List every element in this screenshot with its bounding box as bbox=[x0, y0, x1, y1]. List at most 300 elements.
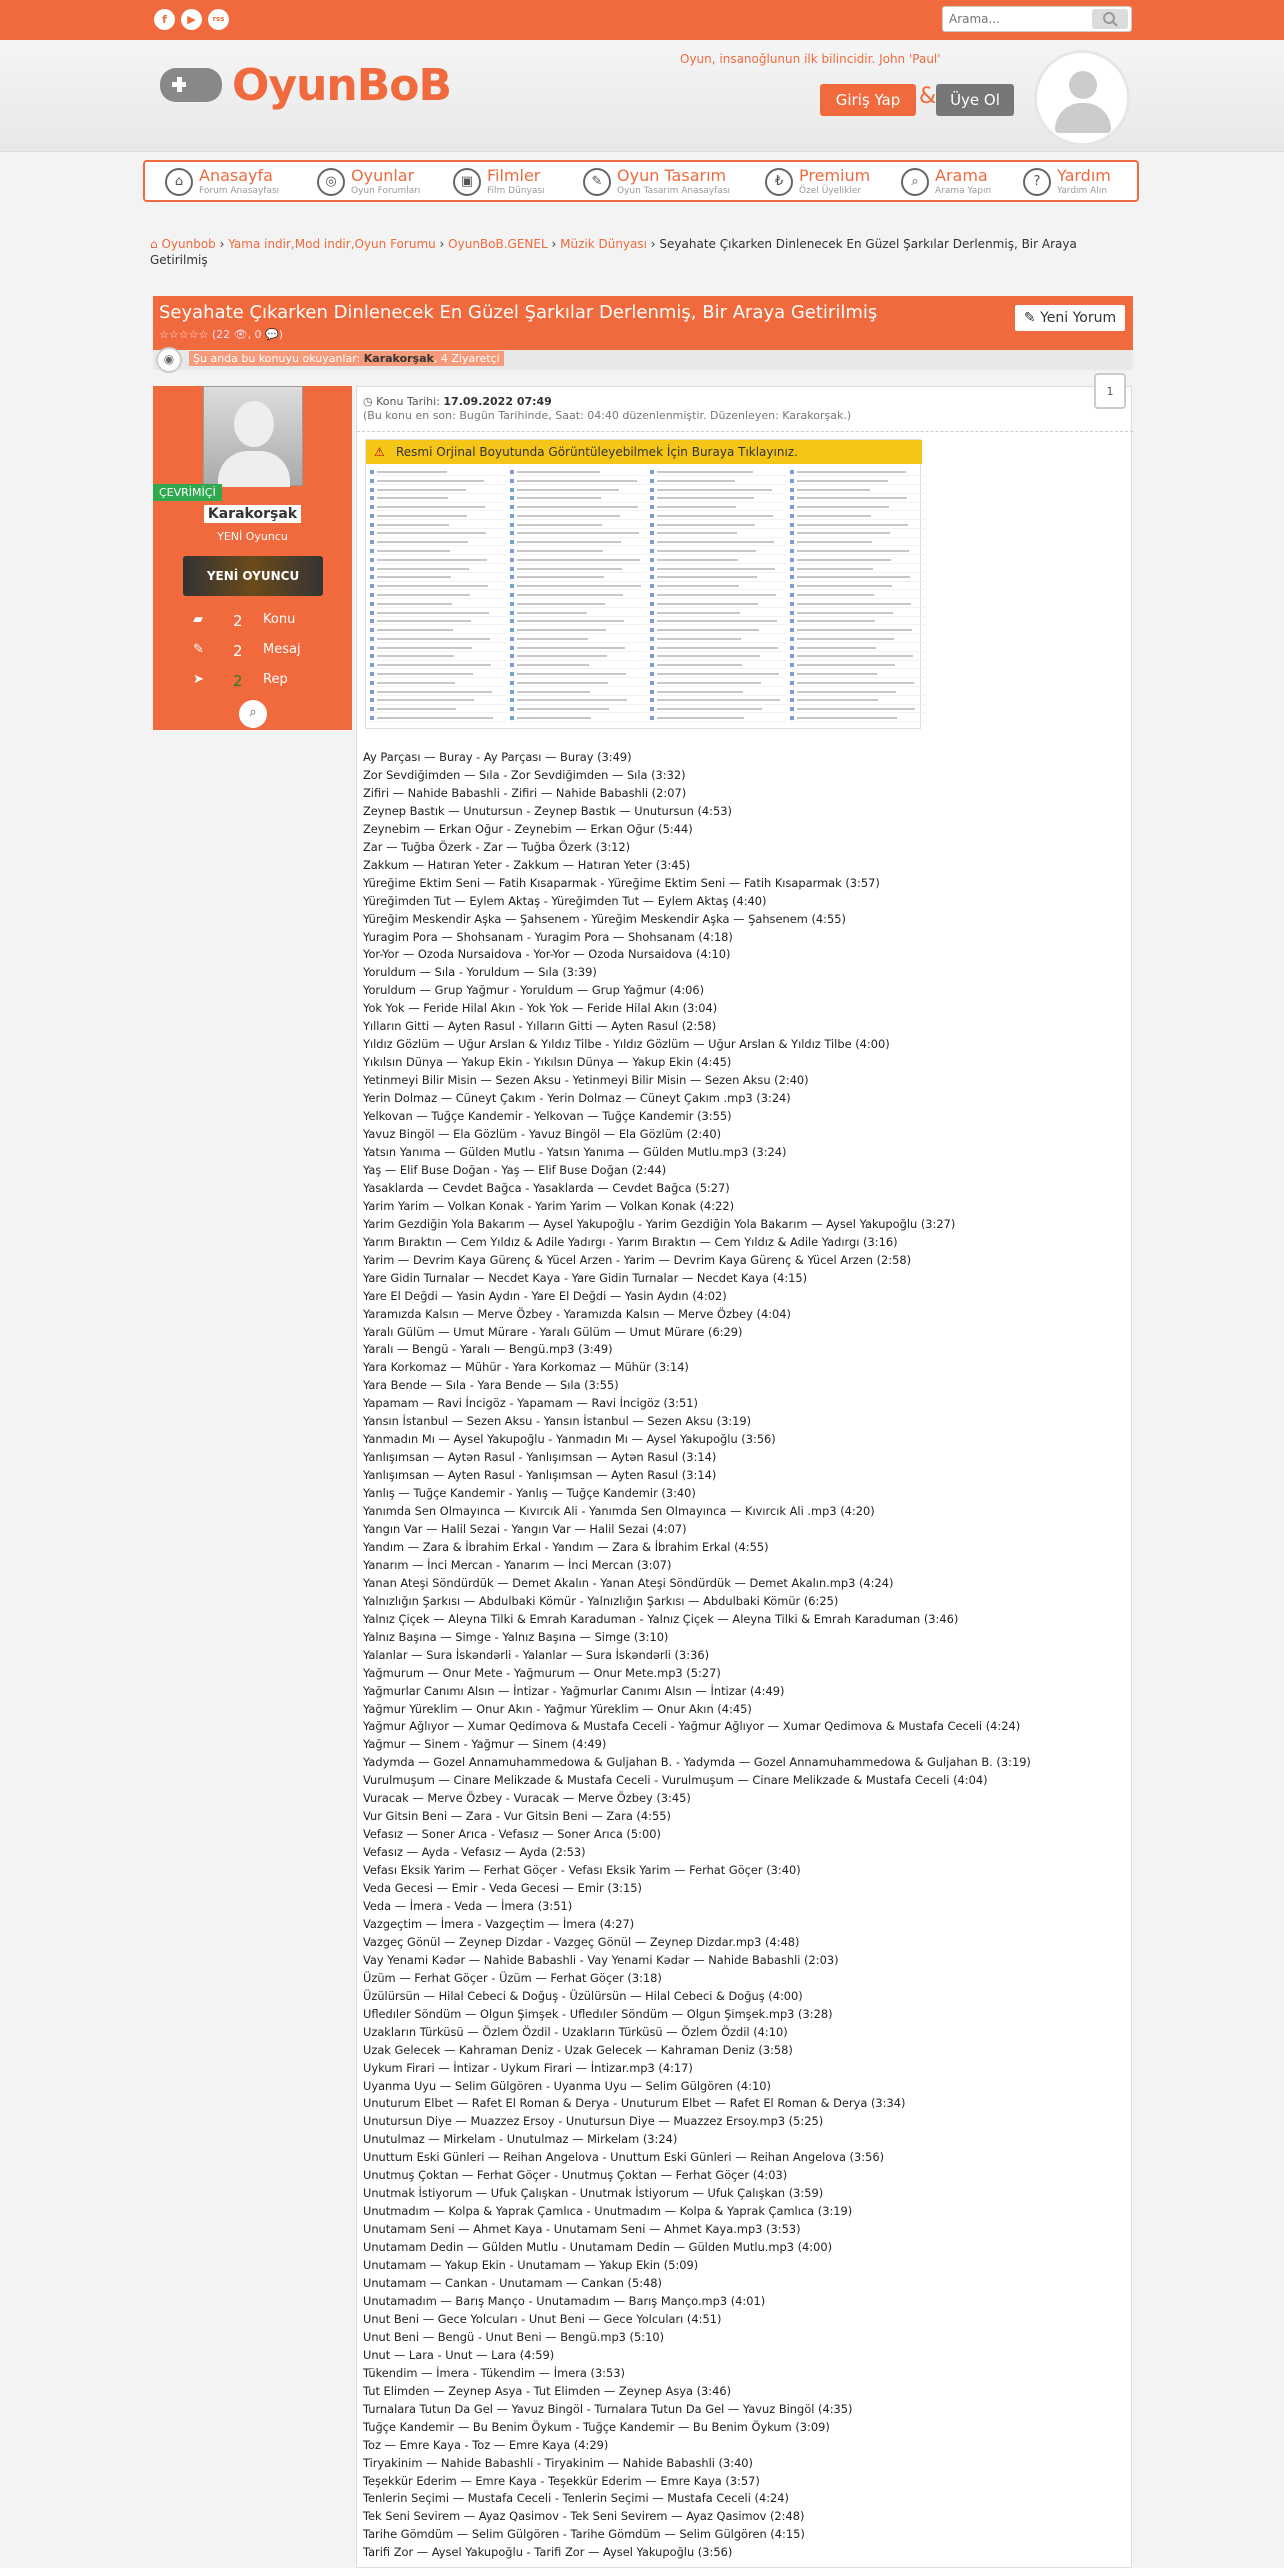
playlist-file-row bbox=[790, 521, 926, 529]
song-line: Unutmuş Çoktan — Ferhat Göçer - Unutmuş Çoktan — Ferhat Göçer (4:03) bbox=[363, 2168, 788, 2183]
song-line: Yuragim Pora — Shohsanam - Yuragim Pora — Shohsanam (4:18) bbox=[363, 929, 733, 944]
playlist-file-row bbox=[510, 705, 646, 713]
viewers-label: Şu anda bu konuyu okuyanlar: bbox=[193, 352, 361, 365]
song-line: Yarim — Devrim Kaya Gürenç & Yücel Arzen - Yarim — Devrim Kaya Gürenç & Yücel Arzen (2:58) bbox=[363, 1252, 912, 1267]
nav-sub: Özel Üyelikler bbox=[799, 186, 862, 196]
song-line: Yelkovan — Tuğçe Kandemir - Yelkovan — Tuğçe Kandemir (3:55) bbox=[363, 1109, 732, 1124]
song-line: Yarim Yarim — Volkan Konak - Yarim Yarim — Volkan Konak (4:22) bbox=[363, 1198, 735, 1213]
stat-rep bbox=[193, 672, 313, 690]
playlist-file-row bbox=[510, 468, 646, 476]
playlist-file-row bbox=[790, 705, 926, 713]
breadcrumb-current: Seyahate Çıkarken Dinlenecek En Güzel Şarkılar Derlenmiş, Bir Araya Getirilmiş bbox=[150, 237, 1077, 267]
playlist-file-row bbox=[370, 565, 506, 573]
playlist-file-row bbox=[650, 644, 786, 652]
post-edit-note: (Bu konu en son: Bugün Tarihinde, Saat: 04:40 düzenlenmiştir. Düzenleyen: Karakorşak.) bbox=[363, 409, 852, 422]
song-line: Unutamam Seni — Ahmet Kaya - Unutamam Seni — Ahmet Kaya.mp3 (3:53) bbox=[363, 2222, 801, 2237]
playlist-file-row bbox=[650, 512, 786, 520]
playlist-file-row bbox=[650, 468, 786, 476]
post-separator bbox=[357, 431, 1133, 432]
song-line: Yasaklarda — Cevdet Bağca - Yasaklarda — Cevdet Bağca (5:27) bbox=[363, 1180, 730, 1195]
nav-sub: Arama Yapın bbox=[935, 186, 992, 196]
top-bar bbox=[0, 0, 1284, 40]
song-list bbox=[363, 749, 1123, 2562]
pencil-icon: ✎ bbox=[193, 642, 204, 657]
nav-title: Arama bbox=[935, 166, 988, 185]
playlist-file-row bbox=[650, 600, 786, 608]
playlist-file-row bbox=[790, 547, 926, 555]
song-line: Yüreğim Meskendir Aşka — Şahsenem - Yüreğim Meskendir Aşka — Şahsenem (4:55) bbox=[363, 911, 846, 926]
playlist-file-row bbox=[370, 714, 506, 722]
playlist-file-row bbox=[790, 512, 926, 520]
song-line: Yılların Gitti — Ayten Rasul - Yılların Gitti — Ayten Rasul (2:58) bbox=[363, 1019, 717, 1034]
song-line: Yavuz Bingöl — Ela Gözlüm - Yavuz Bingöl — Ela Gözlüm (2:40) bbox=[363, 1127, 722, 1142]
nav-title: Oyun Tasarım bbox=[617, 166, 727, 185]
song-line: Yanlış — Tuğçe Kandemir - Yanlış — Tuğçe Kandemir (3:40) bbox=[363, 1486, 696, 1501]
song-line: Yanlışımsan — Aytən Rasul - Yanlışımsan — Aytən Rasul (3:14) bbox=[363, 1450, 717, 1465]
song-line: Tuğçe Kandemir — Bu Benim Öykum - Tuğçe Kandemir — Bu Benim Öykum (3:09) bbox=[363, 2419, 830, 2434]
playlist-file-row bbox=[790, 670, 926, 678]
playlist-file-row bbox=[370, 556, 506, 564]
search-icon: ⌕ bbox=[249, 705, 257, 720]
playlist-file-row bbox=[370, 486, 506, 494]
playlist-file-row bbox=[370, 503, 506, 511]
playlist-file-row bbox=[370, 512, 506, 520]
song-line: Tek Seni Sevirem — Ayaz Qasimov - Tek Seni Sevirem — Ayaz Qasimov (2:48) bbox=[363, 2509, 805, 2524]
playlist-file-row bbox=[370, 538, 506, 546]
song-line: Yoruldum — Grup Yağmur - Yoruldum — Grup Yağmur (4:06) bbox=[363, 983, 705, 998]
playlist-file-row bbox=[650, 529, 786, 537]
playlist-file-row bbox=[790, 477, 926, 485]
song-line: Vurulmuşum — Cinare Melikzade & Mustafa Ceceli - Vurulmuşum — Cinare Melikzade & Mustafa Ceceli (4:04) bbox=[363, 1773, 988, 1788]
song-line: Unutamam — Cankan - Unutamam — Cankan (5:48) bbox=[363, 2276, 662, 2291]
playlist-column bbox=[370, 468, 506, 726]
playlist-file-row bbox=[790, 688, 926, 696]
song-line: Tarihe Gömdüm — Selim Gülgören - Tarihe Gömdüm — Selim Gülgören (4:15) bbox=[363, 2527, 805, 2542]
song-line: Yüreğime Ektim Seni — Fatih Kısaparmak - Yüreğime Ektim Seni — Fatih Kısaparmak (3:57) bbox=[363, 875, 880, 890]
playlist-file-row bbox=[790, 486, 926, 494]
playlist-file-row bbox=[790, 556, 926, 564]
playlist-file-row bbox=[790, 494, 926, 502]
facebook-icon[interactable]: f bbox=[154, 9, 175, 30]
playlist-file-row bbox=[650, 547, 786, 555]
song-line: Unutursun Diye — Muazzez Ersoy - Unutursun Diye — Muazzez Ersoy.mp3 (5:25) bbox=[363, 2114, 824, 2129]
playlist-file-row bbox=[370, 679, 506, 687]
playlist-file-row bbox=[650, 521, 786, 529]
playlist-file-row bbox=[510, 494, 646, 502]
post-number[interactable]: 1 bbox=[1094, 373, 1126, 409]
breadcrumb-link[interactable]: Müzik Dünyası bbox=[560, 237, 647, 251]
song-line: Yarım Bıraktın — Cem Yıldız & Adile Yadırgı - Yarım Bıraktın — Cem Yıldız & Adile Yadırgı (3:16) bbox=[363, 1234, 898, 1249]
song-line: Yalnız Çiçek — Aleyna Tilki & Emrah Karaduman - Yalnız Çiçek — Aleyna Tilki & Emrah Karaduman (3:46) bbox=[363, 1611, 959, 1626]
breadcrumb-link[interactable]: Oyunbob bbox=[161, 237, 216, 251]
playlist-file-row bbox=[650, 486, 786, 494]
playlist-file-row bbox=[370, 609, 506, 617]
playlist-file-row bbox=[510, 652, 646, 660]
playlist-file-row bbox=[510, 714, 646, 722]
thread-stats bbox=[159, 328, 283, 341]
playlist-file-row bbox=[510, 582, 646, 590]
viewers-bar bbox=[153, 350, 1133, 370]
playlist-file-row bbox=[650, 617, 786, 625]
song-line: Yoruldum — Sıla - Yoruldum — Sıla (3:39) bbox=[363, 965, 597, 980]
playlist-file-row bbox=[370, 582, 506, 590]
playlist-file-row bbox=[790, 503, 926, 511]
playlist-file-row bbox=[370, 652, 506, 660]
playlist-file-row bbox=[650, 565, 786, 573]
song-line: Üzüm — Ferhat Göçer - Üzüm — Ferhat Göçer (3:18) bbox=[363, 1970, 662, 1985]
playlist-file-row bbox=[510, 538, 646, 546]
song-line: Uyanma Uyu — Selim Gülgören - Uyanma Uyu — Selim Gülgören (4:10) bbox=[363, 2078, 771, 2093]
playlist-file-row bbox=[370, 617, 506, 625]
playlist-file-row bbox=[650, 503, 786, 511]
playlist-file-row bbox=[370, 529, 506, 537]
song-line: Yarim Gezdiğin Yola Bakarım — Aysel Yakupoğlu - Yarim Gezdiğin Yola Bakarım — Aysel Yakupoğlu (3:27) bbox=[363, 1216, 956, 1231]
logo-text: OyunBoB bbox=[232, 60, 452, 111]
user-panel bbox=[153, 386, 352, 730]
song-line: Turnalara Tutun Da Gel — Yavuz Bingöl - Turnalara Tutun Da Gel — Yavuz Bingöl (4:35) bbox=[363, 2401, 853, 2416]
song-line: Yanarım — İnci Mercan - Yanarım — İnci Mercan (3:07) bbox=[363, 1557, 672, 1572]
song-line: Vazgeçtim — İmera - Vazgeçtim — İmera (4:27) bbox=[363, 1916, 635, 1931]
attachment-image[interactable] bbox=[365, 439, 921, 729]
home-icon: ⌂ bbox=[150, 237, 162, 251]
breadcrumb-link[interactable]: Yama indir,Mod indir,Oyun Forumu bbox=[228, 237, 436, 251]
playlist-file-row bbox=[790, 609, 926, 617]
song-line: Veda — İmera - Veda — İmera (3:51) bbox=[363, 1899, 573, 1913]
song-line: Yalnız Başına — Simge - Yalnız Başına — Simge (3:10) bbox=[363, 1629, 669, 1644]
song-line: Vazgeç Gönül — Zeynep Dizdar - Vazgeç Gönül — Zeynep Dizdar.mp3 (4:48) bbox=[363, 1934, 800, 1949]
playlist-file-row bbox=[510, 635, 646, 643]
song-line: Yansın İstanbul — Sezen Aksu - Yansın İstanbul — Sezen Aksu (3:19) bbox=[363, 1414, 752, 1429]
song-line: Yetinmeyi Bilir Misin — Sezen Aksu - Yetinmeyi Bilir Misin — Sezen Aksu (2:40) bbox=[363, 1073, 809, 1088]
header-quote: Oyun, insanoğlunun ilk bilincidir. John 'Paul' bbox=[680, 52, 941, 66]
nav-sub: Yardım Alın bbox=[1057, 186, 1108, 196]
song-line: Uykum Firari — İntizar - Uykum Firari — İntizar.mp3 (4:17) bbox=[363, 2060, 693, 2075]
song-line: Vefasız — Ayda - Vefasız — Ayda (2:53) bbox=[363, 1845, 586, 1860]
song-line: Yağmurum — Onur Mete - Yağmurum — Onur Mete.mp3 (5:27) bbox=[363, 1665, 721, 1680]
song-line: Yangın Var — Halil Sezai - Yangın Var — Halil Sezai (4:07) bbox=[363, 1521, 687, 1536]
stat-value: 2 bbox=[233, 642, 243, 660]
song-line: Tenlerin Seçimi — Mustafa Ceceli - Tenlerin Seçimi — Mustafa Ceceli (4:24) bbox=[363, 2491, 789, 2506]
song-line: Zeynep Bastık — Unutursun - Zeynep Bastık — Unutursun (4:53) bbox=[363, 803, 732, 818]
playlist-file-row bbox=[510, 679, 646, 687]
eye-icon: ◉ bbox=[156, 347, 182, 373]
stat-label: Mesaj bbox=[263, 642, 301, 657]
song-line: Yadymda — Gozel Annamuhammedowa & Guljahan B. - Yadymda — Gozel Annamuhammedowa & Guljahan B. (3:19) bbox=[363, 1755, 1031, 1770]
playlist-file-row bbox=[510, 477, 646, 485]
song-line: Yaralı — Bengü - Yaralı — Bengü.mp3 (3:49) bbox=[363, 1342, 613, 1357]
playlist-file-row bbox=[510, 486, 646, 494]
song-line: Unutamam — Yakup Ekin - Unutamam — Yakup Ekin (5:09) bbox=[363, 2258, 699, 2273]
breadcrumb-link[interactable]: OyunBoB.GENEL bbox=[448, 237, 548, 251]
song-line: Tut Elimden — Zeynep Asya - Tut Elimden — Zeynep Asya (3:46) bbox=[363, 2383, 732, 2398]
playlist-file-row bbox=[370, 644, 506, 652]
playlist-file-row bbox=[790, 652, 926, 660]
new-post-button[interactable] bbox=[1015, 305, 1125, 331]
song-line: Unutamam Dedin — Gülden Mutlu - Unutamam Dedin — Gülden Mutlu.mp3 (4:00) bbox=[363, 2240, 833, 2255]
ampersand: & bbox=[919, 84, 937, 109]
song-line: Yüreğimden Tut — Eylem Aktaş - Yüreğimden Tut — Eylem Aktaş (4:40) bbox=[363, 893, 767, 908]
playlist-file-row bbox=[510, 565, 646, 573]
playlist-file-row bbox=[650, 635, 786, 643]
playlist-file-row bbox=[650, 494, 786, 502]
song-line: Unuturum Elbet — Rafet El Roman & Derya - Unuturum Elbet — Rafet El Roman & Derya (3:34) bbox=[363, 2096, 906, 2111]
edit-icon: ✎ bbox=[1023, 310, 1041, 326]
playlist-file-row bbox=[510, 609, 646, 617]
login-button[interactable]: Giriş Yap bbox=[820, 84, 916, 116]
song-line: Yıldız Gözlüm — Uğur Arslan & Yıldız Tilbe - Yıldız Gözlüm — Uğur Arslan & Yıldız Tilbe (4:00) bbox=[363, 1037, 890, 1052]
username[interactable] bbox=[153, 506, 352, 522]
guest-avatar[interactable] bbox=[1034, 50, 1130, 146]
playlist-file-row bbox=[510, 556, 646, 564]
song-line: Yağmur Yüreklim — Onur Akın - Yağmur Yüreklim — Onur Akın (4:45) bbox=[363, 1701, 752, 1716]
search-button[interactable] bbox=[1092, 9, 1128, 29]
song-line: Teşekkür Ederim — Emre Kaya - Teşekkür Ederim — Emre Kaya (3:57) bbox=[363, 2473, 760, 2488]
post bbox=[356, 386, 1132, 2568]
home-icon: ⌂ bbox=[165, 168, 193, 196]
song-line: Yağmur — Sinem - Yağmur — Sinem (4:49) bbox=[363, 1737, 607, 1752]
playlist-file-row bbox=[370, 477, 506, 485]
breadcrumb: ⌂ Oyunbob › Yama indir,Mod indir,Oyun Forumu › OyunBoB.GENEL › Müzik Dünyası › Seyahate Çıkarken Dinlenecek En Güzel Şarkılar Derlenmiş, Bir Araya Getirilmiş bbox=[150, 237, 1077, 267]
song-line: Zar — Tuğba Özerk - Zar — Tuğba Özerk (3:12) bbox=[363, 839, 631, 854]
post-date-label: Konu Tarihi: bbox=[376, 395, 440, 408]
song-line: Yanan Ateşi Söndürdük — Demet Akalın - Yanan Ateşi Söndürdük — Demet Akalın.mp3 (4:24) bbox=[363, 1575, 894, 1590]
playlist-file-row bbox=[650, 661, 786, 669]
song-line: Unuttum Eski Günleri — Reihan Angelova - Unuttum Eski Günleri — Reihan Angelova (3:56) bbox=[363, 2150, 885, 2165]
playlist-file-row bbox=[790, 635, 926, 643]
stat-value: 2 bbox=[233, 612, 243, 630]
song-line: Yare Gidin Turnalar — Necdet Kaya - Yare Gidin Turnalar — Necdet Kaya (4:15) bbox=[363, 1270, 808, 1285]
nav-sub: Forum Anasayfası bbox=[199, 186, 280, 196]
film-icon: ▣ bbox=[453, 168, 481, 196]
song-line: Vefasız — Soner Arıca - Vefasız — Soner Arıca (5:00) bbox=[363, 1827, 661, 1842]
playlist-file-row bbox=[370, 696, 506, 704]
playlist-file-row bbox=[790, 644, 926, 652]
post-date-value: 17.09.2022 07:49 bbox=[443, 395, 552, 408]
thread-header bbox=[153, 296, 1133, 350]
song-line: Uzakların Türküsü — Özlem Özdil - Uzakların Türküsü — Özlem Özdil (4:10) bbox=[363, 2024, 788, 2039]
playlist-file-row bbox=[790, 617, 926, 625]
nav-title: Anasayfa bbox=[199, 166, 273, 185]
playlist-column bbox=[650, 468, 786, 726]
song-line: Zor Sevdiğimden — Sıla - Zor Sevdiğimden — Sıla (3:32) bbox=[363, 767, 686, 782]
playlist-file-row bbox=[510, 547, 646, 555]
song-line: Ay Parçası — Buray - Ay Parçası — Buray (3:49) bbox=[363, 750, 632, 764]
playlist-file-row bbox=[790, 679, 926, 687]
stat-topics bbox=[193, 612, 313, 630]
playlist-file-row bbox=[790, 538, 926, 546]
song-line: Toz — Emre Kaya - Toz — Emre Kaya (4:29) bbox=[363, 2437, 609, 2452]
song-line: Tarifi Zor — Aysel Yakupoğlu - Tarifi Zor — Aysel Yakupoğlu (3:56) bbox=[363, 2545, 733, 2560]
playlist-file-row bbox=[510, 644, 646, 652]
playlist-file-row bbox=[510, 529, 646, 537]
playlist-file-row bbox=[510, 670, 646, 678]
song-line: Unut Beni — Gece Yolcuları - Unut Beni — Gece Yolcuları (4:51) bbox=[363, 2311, 722, 2326]
stat-posts bbox=[193, 642, 313, 660]
playlist-file-row bbox=[790, 591, 926, 599]
playlist-file-row bbox=[510, 661, 646, 669]
playlist-file-row bbox=[790, 565, 926, 573]
playlist-file-row bbox=[650, 591, 786, 599]
playlist-file-row bbox=[510, 600, 646, 608]
playlist-file-row bbox=[790, 582, 926, 590]
new-post-label: Yeni Yorum bbox=[1040, 310, 1117, 326]
playlist-file-row bbox=[650, 679, 786, 687]
playlist-file-row bbox=[790, 468, 926, 476]
nav-title: Premium bbox=[799, 166, 871, 185]
playlist-file-row bbox=[370, 600, 506, 608]
register-button[interactable]: Üye Ol bbox=[936, 84, 1014, 116]
song-line: Yor-Yor — Ozoda Nursaidova - Yor-Yor — Ozoda Nursaidova (4:10) bbox=[363, 947, 731, 962]
playlist-file-row bbox=[510, 696, 646, 704]
search-input[interactable] bbox=[949, 8, 1089, 30]
song-line: Unut Beni — Bengü - Unut Beni — Bengü.mp3 (5:10) bbox=[363, 2329, 665, 2344]
playlist-file-row bbox=[650, 652, 786, 660]
playlist-file-row bbox=[790, 529, 926, 537]
gamepad-icon bbox=[160, 68, 222, 102]
song-line: Tükendim — İmera - Tükendim — İmera (3:53) bbox=[363, 2365, 625, 2380]
nav-sub: Oyun Tasarım Anasayfası bbox=[617, 186, 731, 196]
search-icon bbox=[1092, 9, 1128, 29]
playlist-file-row bbox=[510, 626, 646, 634]
search-box bbox=[942, 6, 1132, 32]
playlist-file-row bbox=[370, 521, 506, 529]
song-line: Yağmurlar Canımı Alsın — İntizar - Yağmurlar Canımı Alsın — İntizar (4:49) bbox=[363, 1683, 785, 1698]
clock-icon: ◷ bbox=[363, 395, 377, 408]
song-line: Zeynebim — Erkan Oğur - Zeynebim — Erkan Oğur (5:44) bbox=[363, 821, 693, 836]
send-icon: ➤ bbox=[193, 672, 204, 687]
viewer-guests: 4 Ziyaretçi bbox=[440, 352, 500, 365]
song-line: Unutamadım — Barış Manço - Unutamadım — Barış Manço.mp3 (4:01) bbox=[363, 2293, 766, 2308]
playlist-file-row bbox=[370, 468, 506, 476]
playlist-file-row bbox=[790, 661, 926, 669]
thread-title: Seyahate Çıkarken Dinlenecek En Güzel Şarkılar Derlenmiş, Bir Araya Getirilmiş bbox=[159, 302, 878, 323]
playlist-file-row bbox=[790, 626, 926, 634]
playlist-file-row bbox=[790, 696, 926, 704]
help-icon: ? bbox=[1023, 168, 1051, 196]
nav-title: Filmler bbox=[487, 166, 541, 185]
playlist-file-row bbox=[790, 573, 926, 581]
nav-title: Yardım bbox=[1057, 166, 1111, 185]
playlist-file-row bbox=[790, 600, 926, 608]
song-line: Yatsın Yanıma — Gülden Mutlu - Yatsın Yanıma — Gülden Mutlu.mp3 (3:24) bbox=[363, 1144, 787, 1159]
lira-icon: ₺ bbox=[765, 168, 793, 196]
search-icon: ⌕ bbox=[901, 168, 929, 196]
rating-stars-icon[interactable]: ☆☆☆☆☆ bbox=[159, 328, 212, 341]
attachment-warning[interactable]: ⚠ Resmi Orjinal Boyutunda Görüntüleyebilmek İçin Buraya Tıklayınız. bbox=[366, 440, 922, 464]
playlist-file-row bbox=[510, 688, 646, 696]
song-line: Uzak Gelecek — Kahraman Deniz - Uzak Gelecek — Kahraman Deniz (3:58) bbox=[363, 2042, 793, 2057]
playlist-file-row bbox=[370, 705, 506, 713]
song-line: Yok Yok — Feride Hilal Akın - Yok Yok — Feride Hilal Akın (3:04) bbox=[363, 1001, 718, 1016]
playlist-file-row bbox=[650, 538, 786, 546]
song-line: Unutmak İstiyorum — Ufuk Çalışkan - Unutmak İstiyorum — Ufuk Çalışkan (3:59) bbox=[363, 2186, 824, 2201]
playlist-file-row bbox=[370, 494, 506, 502]
gamepad-icon: ◎ bbox=[317, 168, 345, 196]
post-date bbox=[363, 395, 552, 408]
playlist-column bbox=[510, 468, 646, 726]
playlist-file-row bbox=[650, 582, 786, 590]
song-line: Yanmadın Mı — Aysel Yakupoğlu - Yanmadın Mı — Aysel Yakupoğlu (3:56) bbox=[363, 1432, 776, 1447]
playlist-file-row bbox=[510, 503, 646, 511]
song-line: Ufledıler Söndüm — Olgun Şimşek - Ufledıler Söndüm — Olgun Şimşek.mp3 (3:28) bbox=[363, 2006, 833, 2021]
song-line: Yalanlar — Sura İskəndərli - Yalanlar — Sura İskəndərli (3:36) bbox=[363, 1647, 710, 1662]
nav-title: Oyunlar bbox=[351, 166, 415, 185]
song-line: Unutmadım — Kolpa & Yaprak Çamlıca - Unutmadım — Kolpa & Yaprak Çamlıca (3:19) bbox=[363, 2204, 853, 2219]
song-line: Zakkum — Hatıran Yeter - Zakkum — Hatıran Yeter (3:45) bbox=[363, 857, 691, 872]
playlist-file-row bbox=[510, 521, 646, 529]
folder-icon: ▰ bbox=[193, 612, 203, 627]
playlist-file-row bbox=[650, 688, 786, 696]
song-line: Yapamam — Ravi İncigöz - Yapamam — Ravi İncigöz (3:51) bbox=[363, 1396, 698, 1411]
playlist-file-row bbox=[370, 626, 506, 634]
playlist-file-row bbox=[650, 556, 786, 564]
song-line: Unutulmaz — Mirkelam - Unutulmaz — Mirkelam (3:24) bbox=[363, 2132, 678, 2147]
song-line: Vefası Eksik Yarim — Ferhat Göçer - Vefası Eksik Yarim — Ferhat Göçer (3:40) bbox=[363, 1863, 801, 1878]
song-line: Vay Yenami Kədər — Nahide Babashli - Vay Yenami Kədər — Nahide Babashli (2:03) bbox=[363, 1952, 839, 1967]
song-line: Yandım — Zara & İbrahim Erkal - Yandım — Zara & İbrahim Erkal (4:55) bbox=[363, 1539, 769, 1554]
stat-label: Konu bbox=[263, 612, 296, 627]
song-line: Veda Gecesi — Emir - Veda Gecesi — Emir (3:15) bbox=[363, 1881, 642, 1896]
song-line: Yanlışımsan — Ayten Rasul - Yanlışımsan — Ayten Rasul (3:14) bbox=[363, 1468, 717, 1483]
playlist-file-row bbox=[510, 512, 646, 520]
nav-sub: Oyun Forumları bbox=[351, 186, 421, 196]
playlist-column bbox=[790, 468, 926, 726]
youtube-icon[interactable]: ▶ bbox=[181, 9, 202, 30]
rss-icon[interactable]: rss bbox=[208, 9, 229, 30]
playlist-screenshot bbox=[370, 468, 918, 726]
viewers-text: Şu anda bu konuyu okuyanlar: Karakorşak, 4 Ziyaretçi bbox=[189, 351, 504, 366]
nav-sub: Film Dünyası bbox=[487, 186, 545, 196]
playlist-file-row bbox=[650, 696, 786, 704]
header bbox=[0, 40, 1284, 152]
song-line: Yara Korkomaz — Mühür - Yara Korkomaz — Mühür (3:14) bbox=[363, 1360, 689, 1375]
viewer-user[interactable]: Karakorşak bbox=[363, 352, 434, 365]
username-text[interactable]: Karakorşak bbox=[204, 505, 301, 523]
rank-badge: YENİ OYUNCU bbox=[183, 556, 323, 596]
playlist-file-row bbox=[650, 626, 786, 634]
playlist-file-row bbox=[650, 705, 786, 713]
user-search-button[interactable] bbox=[239, 700, 267, 728]
playlist-file-row bbox=[510, 617, 646, 625]
song-line: Yanımda Sen Olmayınca — Kıvırcık Ali - Yanımda Sen Olmayınca — Kıvırcık Ali .mp3 (4:20) bbox=[363, 1504, 875, 1519]
song-line: Yaş — Elif Buse Doğan - Yaş — Elif Buse Doğan (2:44) bbox=[363, 1162, 667, 1177]
playlist-file-row bbox=[650, 477, 786, 485]
playlist-file-row bbox=[370, 688, 506, 696]
playlist-file-row bbox=[790, 714, 926, 722]
online-badge: ÇEVRİMİÇİ bbox=[153, 484, 222, 501]
song-line: Vur Gitsin Beni — Zara - Vur Gitsin Beni — Zara (4:55) bbox=[363, 1809, 671, 1824]
song-line: Yaramızda Kalsın — Merve Özbey - Yaramızda Kalsın — Merve Özbey (4:04) bbox=[363, 1306, 791, 1321]
playlist-file-row bbox=[510, 573, 646, 581]
playlist-file-row bbox=[650, 573, 786, 581]
song-line: Unut — Lara - Unut — Lara (4:59) bbox=[363, 2347, 555, 2362]
song-line: Yerin Dolmaz — Cüneyt Çakım - Yerin Dolmaz — Cüneyt Çakım .mp3 (3:24) bbox=[363, 1091, 791, 1106]
thread-view-count: (22 👁, 0 💬) bbox=[211, 328, 284, 341]
playlist-file-row bbox=[370, 635, 506, 643]
song-line: Yağmur Ağlıyor — Xumar Qedimova & Mustafa Ceceli - Yağmur Ağlıyor — Xumar Qedimova & Mustafa Ceceli (4:24) bbox=[363, 1719, 1021, 1734]
playlist-file-row bbox=[370, 670, 506, 678]
song-line: Yaralı Gülüm — Umut Mürare - Yaralı Gülüm — Umut Mürare (6:29) bbox=[363, 1324, 743, 1339]
playlist-file-row bbox=[370, 661, 506, 669]
playlist-file-row bbox=[370, 547, 506, 555]
playlist-file-row bbox=[510, 591, 646, 599]
user-avatar[interactable] bbox=[203, 386, 303, 486]
user-rank: YENİ Oyuncu bbox=[217, 530, 288, 543]
playlist-file-row bbox=[370, 573, 506, 581]
playlist-file-row bbox=[370, 591, 506, 599]
song-line: Zifiri — Nahide Babashli - Zifiri — Nahide Babashli (2:07) bbox=[363, 785, 687, 800]
playlist-file-row bbox=[650, 609, 786, 617]
